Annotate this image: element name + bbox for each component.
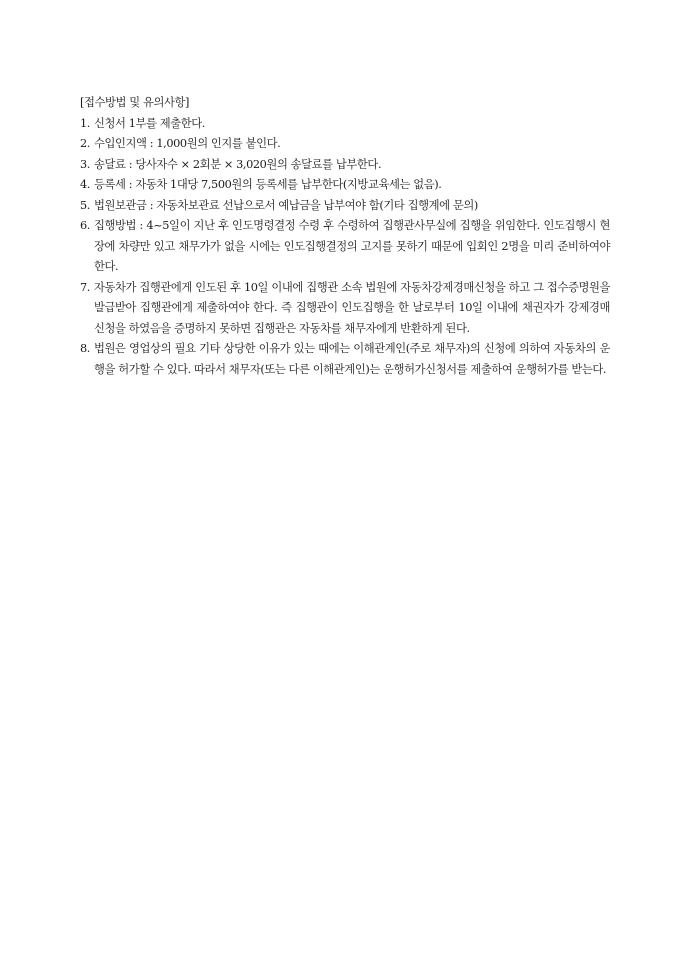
- item-text: 신청서 1부를 제출한다.: [94, 116, 205, 130]
- item-number: 8.: [80, 342, 90, 355]
- item-number: 7.: [80, 280, 90, 294]
- item-number: 5.: [80, 198, 90, 212]
- item-text: 송달료 : 당사자수 × 2회분 × 3,020원의 송달료를 납부한다.: [94, 157, 382, 171]
- item-text: 법원은 영업상의 필요 기타 상당한 이유가 있는 때에는 이해관계인(주로 채무자)의 신청에 의하여 자동차의 운행을 허가할 수 있다. 따라서 채무자(또는 다른 이해관계인)는 운행허가신청서를 제출하여 운행허가를 받는다.: [94, 342, 610, 376]
- item-text: 집행방법 : 4~5일이 지난 후 인도명령결정 수령 후 수령하여 집행관사무실에 집행을 위임한다. 인도집행시 현장에 차량만 있고 채무가가 없을 시에는 인도집행결정의 고지를 못하기 때문에 입회인 2명을 미리 준비하여야 한다.: [94, 219, 610, 273]
- item-number: 2.: [80, 137, 90, 150]
- list-item: [80, 155, 610, 176]
- item-text: 수입인지액 : 1,000원의 인지를 붙인다.: [94, 137, 281, 150]
- instruction-list: [80, 114, 610, 381]
- list-item: [80, 216, 610, 278]
- list-item: [80, 339, 610, 380]
- item-number: 4.: [80, 178, 90, 191]
- item-number: 3.: [80, 157, 90, 171]
- list-item: [80, 196, 610, 217]
- item-text: 등록세 : 자동차 1대당 7,500원의 등록세를 납부한다(지방교육세는 없음).: [94, 178, 442, 191]
- list-item: [80, 134, 610, 155]
- item-number: 6.: [80, 219, 90, 232]
- item-text: 자동차가 집행관에게 인도된 후 10일 이내에 집행관 소속 법원에 자동차강제경매신청을 하고 그 접수증명원을 발급받아 집행관에게 제출하여야 한다. 즉 집행관이 인도집행을 한 날로부터 10일 이내에 채권자가 강제경매신청을 하였음을 증명하지 못하면 집행관은 자동차를 채무자에게 반환하게 된다.: [94, 280, 610, 335]
- notice-section: [80, 93, 610, 380]
- item-text: 법원보관금 : 자동차보관료 선납으로서 예납금을 납부여야 함(기타 집행계에 문의): [94, 198, 478, 212]
- list-item: [80, 278, 610, 340]
- list-item: [80, 114, 610, 135]
- list-item: [80, 175, 610, 196]
- section-heading: [접수방법 및 유의사항]: [80, 96, 190, 109]
- item-number: 1.: [80, 116, 90, 130]
